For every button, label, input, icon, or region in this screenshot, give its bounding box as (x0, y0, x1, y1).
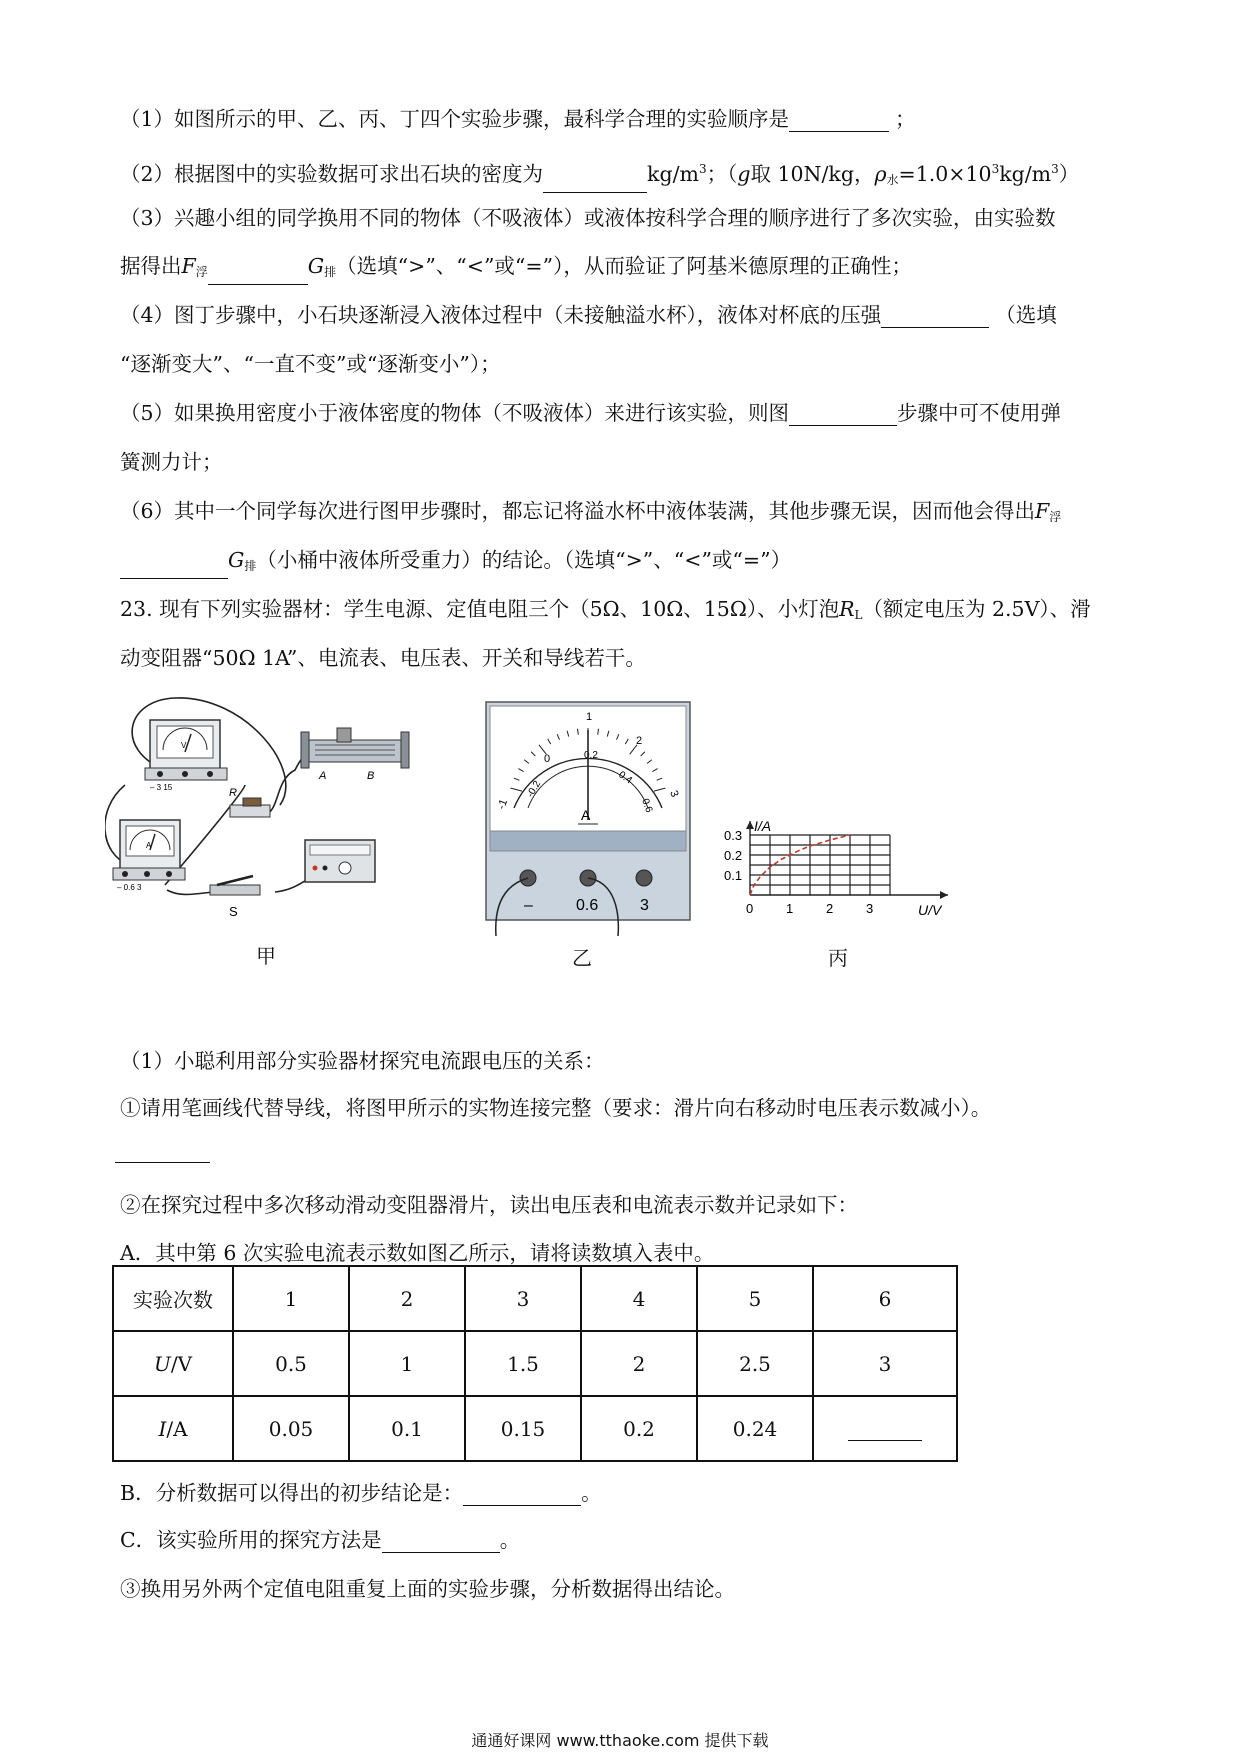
table-cell: 0.1 (349, 1396, 465, 1461)
answer-blank[interactable] (789, 111, 889, 132)
svg-text:A: A (146, 841, 152, 850)
q22-part6-line2: $G_排$（小桶中液体所受重力）的结论。（选填“>”、“<”或“=”） (120, 547, 791, 579)
table-cell: 0.05 (233, 1396, 349, 1461)
circuit-figure-jia (105, 690, 435, 930)
table-header-cell: 实验次数 (113, 1266, 233, 1331)
table-cell: 3 (813, 1331, 957, 1396)
iu-chart-figure-bing (720, 715, 980, 935)
y-axis-arrow (746, 821, 754, 829)
scale-label: 0 (544, 753, 551, 765)
terminal-label: 0.6 (576, 897, 599, 914)
voltmeter (145, 720, 227, 792)
table-cell: 3 (465, 1266, 581, 1331)
svg-text:A: A (319, 770, 327, 782)
data-table (112, 1265, 958, 1462)
terminal-label: 3 (640, 897, 649, 914)
y-tick-label: 0.2 (724, 848, 743, 863)
answer-blank[interactable] (789, 405, 897, 426)
q23-step2-C: C．该实验所用的探究方法是 。 (120, 1528, 521, 1552)
table-cell: 5 (697, 1266, 813, 1331)
scale-label: 0.6 (639, 797, 655, 815)
svg-text:V: V (181, 741, 187, 750)
figure-caption-jia: 甲 (256, 944, 276, 968)
scale-label: 3 (667, 788, 681, 799)
answer-blank[interactable] (463, 1485, 581, 1506)
q23-step2-B: B．分析数据可以得出的初步结论是： 。 (120, 1481, 602, 1505)
table-row (113, 1331, 957, 1396)
resistor-R (229, 787, 270, 817)
ammeter-dial-figure-yi (484, 700, 694, 940)
q22-part4-line1: （4）图丁步骤中，小石块逐渐浸入液体过程中（未接触溢水杯），液体对杯底的压强 （选填 (120, 303, 1057, 327)
answer-blank[interactable] (208, 264, 308, 285)
table-cell: 0.24 (697, 1396, 813, 1461)
table-cell: 1 (349, 1331, 465, 1396)
y-tick-label: 0.1 (724, 868, 743, 883)
q22-part2: （2）根据图中的实验数据可求出石块的密度为 $kg/m^3$；（g取 10N/kg，$\rho_水=1.0\times 10^3kg/m^3$） (120, 156, 1079, 193)
answer-blank[interactable] (543, 172, 647, 193)
table-cell: 2 (581, 1331, 697, 1396)
table-row (113, 1396, 957, 1461)
figure-caption-yi: 乙 (572, 946, 592, 970)
q23-stem-line1: 23. 现有下列实验器材：学生电源、定值电阻三个（5Ω、10Ω、15Ω）、小灯泡$R_L$（额定电压为 2.5V）、滑 (120, 597, 1091, 622)
x-axis-label: U/V (918, 902, 942, 918)
table-cell: 1.5 (465, 1331, 581, 1396)
terminal-label: – (524, 897, 533, 914)
q23-stem-line2: 动变阻器“50Ω 1A”、电流表、电压表、开关和导线若干。 (120, 646, 646, 670)
q22-part3-line2: 据得出$F_浮$ $G_排$（选填“>”、“<”或“=”），从而验证了阿基米德原理的正确性； (120, 253, 912, 285)
scale-label: 0.4 (616, 769, 634, 787)
svg-text:– 0.6 3: – 0.6 3 (117, 883, 142, 892)
x-tick-label: 0 (746, 901, 754, 916)
table-cell: 0.15 (465, 1396, 581, 1461)
table-cell: 6 (813, 1266, 957, 1331)
ammeter (113, 820, 185, 892)
svg-text:R: R (229, 787, 237, 799)
svg-text:– 3 15: – 3 15 (150, 783, 173, 792)
answer-blank[interactable] (881, 307, 989, 328)
table-cell: 2 (349, 1266, 465, 1331)
rheostat (301, 728, 409, 782)
table-cell: 0.5 (233, 1331, 349, 1396)
q22-part5-line1: （5）如果换用密度小于液体密度的物体（不吸液体）来进行该实验，则图 步骤中可不使用弹 (120, 401, 1062, 425)
svg-text:S: S (229, 904, 238, 919)
table-header-cell: I/A (113, 1396, 233, 1461)
switch-S (210, 876, 260, 919)
table-cell: 0.2 (581, 1396, 697, 1461)
svg-text:B: B (367, 770, 375, 782)
q23-step2-A: A．其中第 6 次实验电流表示数如图乙所示，请将读数填入表中。 (120, 1241, 715, 1265)
power-supply (305, 840, 375, 882)
answer-blank[interactable] (120, 558, 228, 579)
q22-part5-line2: 簧测力计； (120, 450, 223, 474)
x-tick-label: 1 (786, 901, 794, 916)
scale-label: -0.2 (525, 779, 544, 800)
x-axis-arrow (940, 891, 948, 899)
table-header-cell: U/V (113, 1331, 233, 1396)
y-axis-label: I/A (754, 818, 772, 834)
q22-part4-line2: “逐渐变大”、“一直不变”或“逐渐变小”）； (120, 352, 501, 376)
q23-step1: ①请用笔画线代替导线，将图甲所示的实物连接完整（要求：滑片向右移动时电压表示数减小）。 (120, 1096, 992, 1120)
table-cell: 2.5 (697, 1331, 813, 1396)
q23-step2: ②在探究过程中多次移动滑动变阻器滑片，读出电压表和电流表示数并记录如下： (120, 1193, 858, 1217)
table-cell: 4 (581, 1266, 697, 1331)
table-row (113, 1266, 957, 1331)
answer-blank[interactable] (115, 1140, 210, 1163)
q22-part3-line1: （3）兴趣小组的同学换用不同的物体（不吸液体）或液体按科学合理的顺序进行了多次实验，由实验数 (120, 206, 1056, 230)
q22-part1: （1）如图所示的甲、乙、丙、丁四个实验步骤，最科学合理的实验顺序是 ； (120, 107, 916, 131)
scale-label: -1 (495, 797, 511, 812)
scale-label: 0.2 (584, 750, 598, 761)
x-tick-label: 2 (826, 901, 834, 916)
q23-part1: （1）小聪利用部分实验器材探究电流跟电压的关系： (120, 1049, 605, 1073)
table-cell: 1 (233, 1266, 349, 1331)
table-cell-blank[interactable] (813, 1396, 957, 1461)
scale-label: 2 (636, 735, 643, 747)
q23-step3: ③换用另外两个定值电阻重复上面的实验步骤，分析数据得出结论。 (120, 1577, 735, 1601)
q22-part6-line1: （6）其中一个同学每次进行图甲步骤时，都忘记将溢水杯中液体装满，其他步骤无误，因而他会得出$F_浮$ (120, 499, 1062, 524)
page-footer: 通通好课网 www.tthaoke.com 提供下载 (471, 1731, 769, 1750)
dial-unit: A (581, 807, 591, 823)
y-tick-label: 0.3 (724, 828, 743, 843)
figure-caption-bing: 丙 (828, 946, 848, 970)
scale-label: 1 (586, 711, 593, 723)
x-tick-label: 3 (866, 901, 874, 916)
answer-blank[interactable] (382, 1532, 500, 1553)
